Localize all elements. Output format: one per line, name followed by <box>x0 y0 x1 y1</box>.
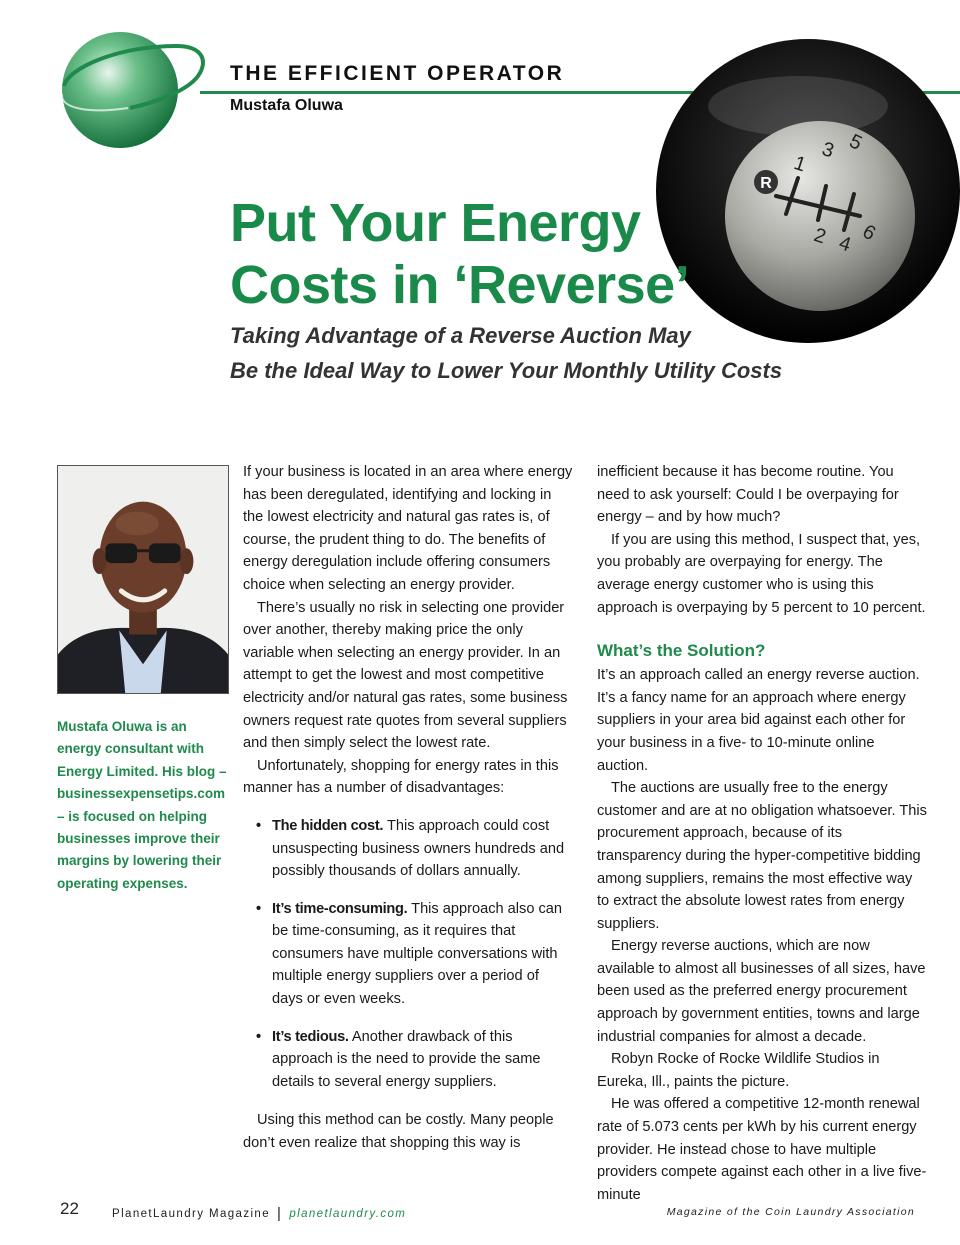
paragraph: inefficient because it has become routine. You need to ask yourself: Could I be overpaying for energy – and by how much? <box>597 464 899 526</box>
shift-label-r: R <box>760 175 772 192</box>
list-item <box>243 898 573 1011</box>
list-item-text: This approach also can be time-consuming, as it requires that consumers have multiple conversations with multiple energy suppliers over a period of days or even weeks. <box>272 900 563 1008</box>
section-title: THE EFFICIENT OPERATOR <box>230 62 565 85</box>
list-item-lead: It’s time-consuming. <box>272 900 408 917</box>
paragraph: Unfortunately, shopping for energy rates in this manner has a number of disadvantages: <box>243 757 559 797</box>
list-item-text: Another drawback of this approach is the need to provide the same details to several energy suppliers. <box>272 1028 541 1090</box>
list-item <box>243 1026 573 1094</box>
article-subheadline <box>230 318 870 388</box>
subheadline-line-1: Taking Advantage of a Reverse Auction May <box>230 323 691 348</box>
shift-label-1: 1 <box>791 152 809 177</box>
paragraph: Energy reverse auctions, which are now available to almost all businesses of all sizes, have been used as the preferred energy procurement approach by government entities, towns and large industrial companies for almost a decade. <box>597 938 926 1045</box>
list-item-lead: The hidden cost. <box>272 817 384 834</box>
subheadline-line-2: Be the Ideal Way to Lower Your Monthly Utility Costs <box>230 358 783 383</box>
footer-publication <box>112 1204 406 1221</box>
page-number: 22 <box>60 1199 79 1218</box>
paragraph: There’s usually no risk in selecting one provider over another, thereby making price the only variable when selecting an energy provider. In an attempt to get the lowest and most competitive electricity and/or natural gas rates, some business owners request rate quotes from several suppliers and then simply select the lowest rate. <box>243 599 568 752</box>
solution-heading: What’s the Solution? <box>597 641 766 661</box>
list-item <box>243 815 573 883</box>
disadvantages-list <box>243 815 573 1094</box>
bullet-icon: • <box>256 1028 262 1045</box>
author-byline: Mustafa Oluwa <box>230 97 343 114</box>
globe-logo-icon <box>58 28 208 156</box>
article-headline <box>230 192 690 316</box>
shift-label-3: 3 <box>819 138 837 163</box>
shift-label-5: 5 <box>845 130 866 155</box>
footer-tagline: Magazine of the Coin Laundry Association <box>666 1206 915 1218</box>
magazine-name: PlanetLaundry Magazine <box>112 1208 271 1220</box>
paragraph: If you are using this method, I suspect that, yes, you probably are overpaying for energy. The average energy customer who is using this approach is overpaying by 5 percent to 10 percent. <box>597 531 926 616</box>
list-item-text: This approach could cost unsuspecting business owners hundreds and possibly thousands of dollars annually. <box>272 817 565 880</box>
shift-label-4: 4 <box>836 232 854 257</box>
gear-shift-knob-image <box>648 36 960 346</box>
bullet-icon: • <box>256 817 262 834</box>
paragraph: He was offered a competitive 12-month renewal rate of 5.073 cents per kWh by his current energy provider. He instead chose to have multiple providers compete against each other in a live five-minute <box>597 1096 927 1203</box>
list-item-lead: It’s tedious. <box>272 1028 349 1045</box>
shift-label-6: 6 <box>858 220 880 246</box>
article-column-1 <box>243 461 573 1155</box>
headline-line-2: Costs in ‘Reverse’ <box>230 255 690 315</box>
paragraph: The auctions are usually free to the energy customer and are at no obligation whatsoever. This procurement approach, because of its transparency during the hyper-competitive bidding among suppliers, remains the most effective way to extract the absolute lowest rates from energy suppliers. <box>597 780 927 932</box>
paragraph: Robyn Rocke of Rocke Wildlife Studios in Eureka, Ill., paints the picture. <box>597 1051 880 1090</box>
paragraph: It’s an approach called an energy reverse auction. It’s a fancy name for an approach where energy suppliers in your area bid against each other for your business in a five- to 10-minute online auction. <box>597 667 920 774</box>
author-bio: Mustafa Oluwa is an energy consultant with Energy Limited. His blog – businessexpensetips.com – is focused on helping businesses improve their margins by lowering their operating expenses. <box>57 719 227 891</box>
shift-label-2: 2 <box>811 224 829 249</box>
footer-separator: | <box>277 1205 283 1222</box>
website-link[interactable]: planetlaundry.com <box>289 1208 407 1220</box>
author-photo <box>57 465 229 694</box>
headline-line-1: Put Your Energy <box>230 193 641 253</box>
paragraph: Using this method can be costly. Many people don’t even realize that shopping this way is <box>243 1112 554 1152</box>
article-column-2 <box>597 461 927 1206</box>
paragraph: If your business is located in an area where energy has been deregulated, identifying and locking in the lowest electricity and natural gas rates is, of course, the prudent thing to do. The benefits of energy deregulation include offering consumers choice when selecting an energy provider. <box>243 464 573 593</box>
bullet-icon: • <box>256 900 262 917</box>
